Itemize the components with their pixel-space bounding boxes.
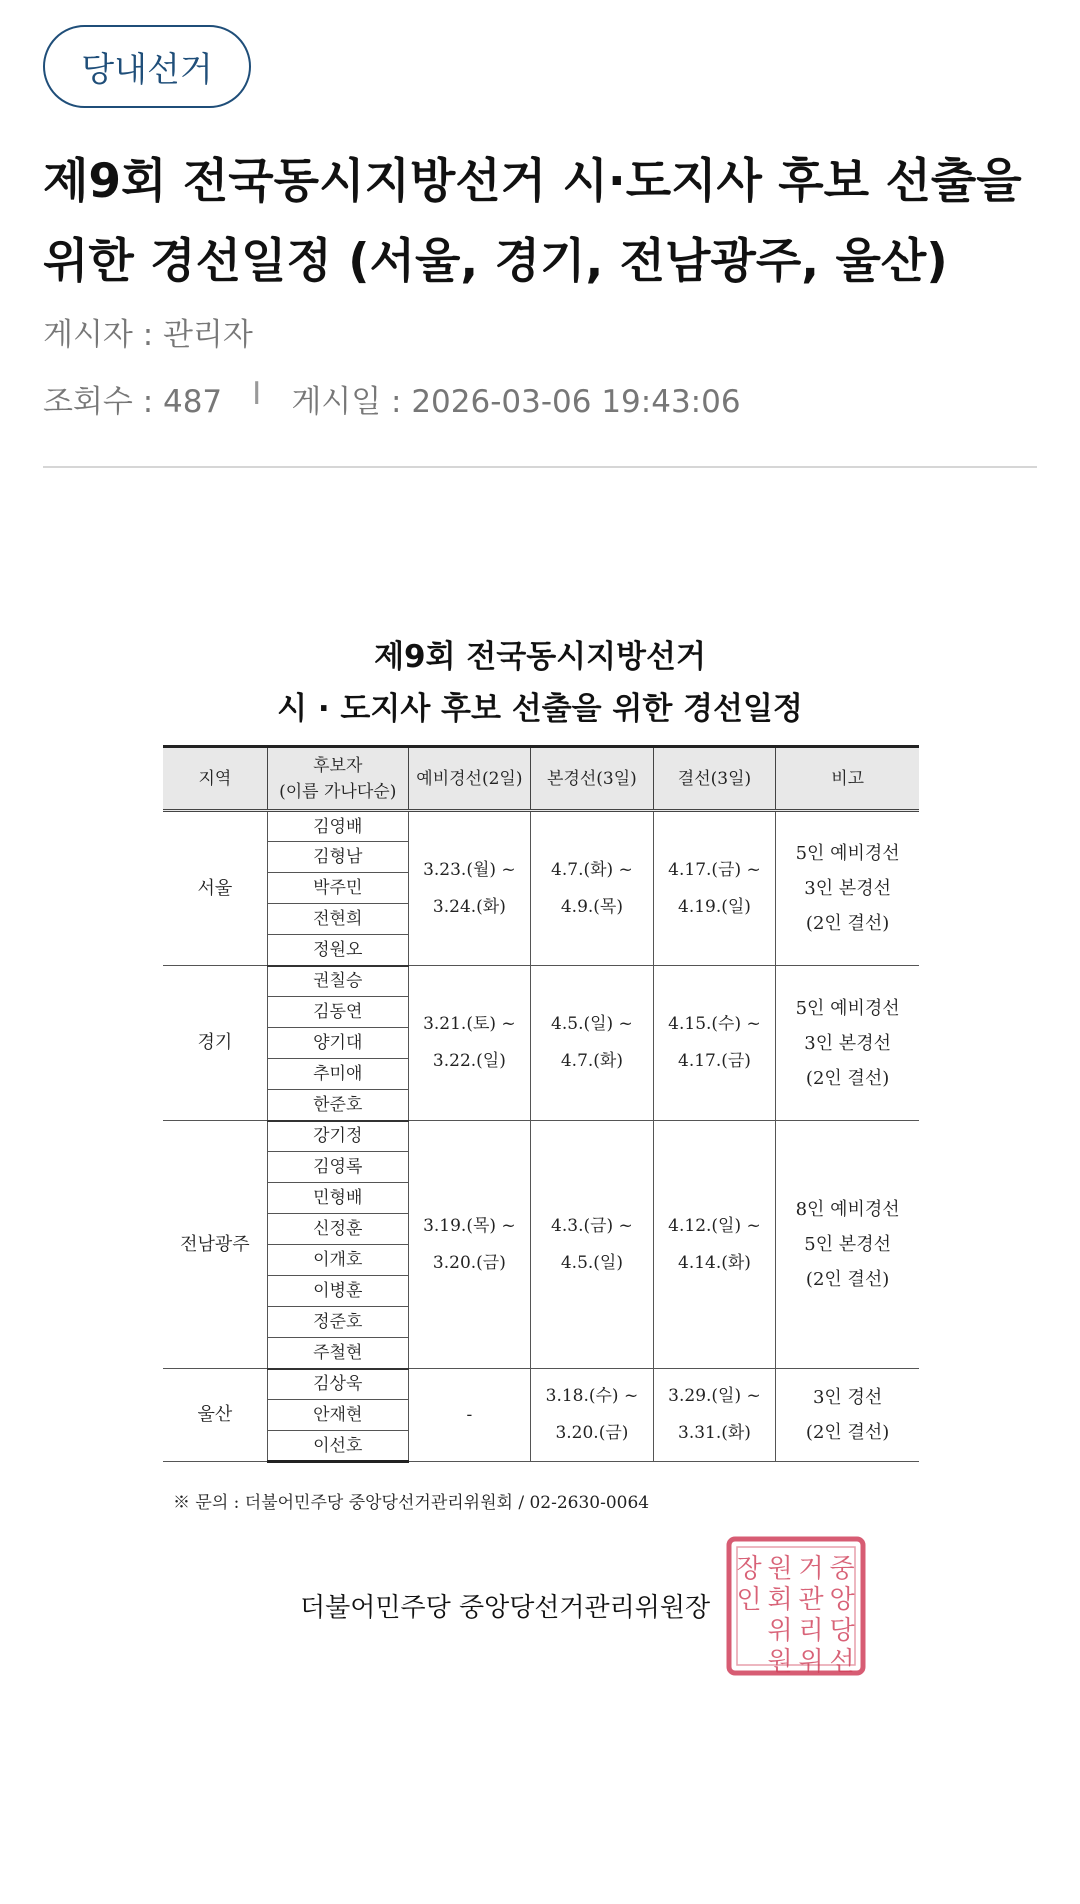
- region-cell: 서울: [163, 811, 267, 966]
- preliminary-date-line: 3.24.(화): [432, 896, 506, 917]
- preliminary-date-line: 3.20.(금): [432, 1252, 506, 1273]
- post-date: 게시일 : 2026-03-06 19:43:06: [291, 384, 741, 420]
- seal-glyph: 당: [829, 1616, 855, 1646]
- final-date: [653, 811, 776, 966]
- note-line: (2인 결선): [805, 1269, 890, 1290]
- seal-glyph: 위: [767, 1616, 793, 1646]
- main-date-line: 4.5.(일): [560, 1252, 623, 1273]
- note-line: 3인 경선: [812, 1387, 883, 1408]
- candidate-name: 박주민: [267, 873, 408, 904]
- note-line: (2인 결선): [805, 1067, 890, 1089]
- schedule-table: [163, 745, 919, 1463]
- seal-glyph: 앙: [829, 1585, 855, 1615]
- preliminary-date-line: 3.23.(월) ~: [423, 859, 516, 880]
- main-date-line: 3.20.(금): [555, 1423, 629, 1443]
- candidate-name: 이병훈: [267, 1276, 408, 1307]
- note-line: (2인 결선): [805, 913, 890, 934]
- candidate-name: 한준호: [267, 1090, 408, 1121]
- region-cell: 경기: [163, 966, 267, 1121]
- final-date-line: 3.31.(화): [678, 1423, 751, 1443]
- official-seal-stamp: [725, 1535, 867, 1677]
- note-line: (2인 결선): [805, 1422, 890, 1443]
- final-date: [653, 1121, 776, 1369]
- post-author: 게시자 : 관리자: [43, 317, 253, 353]
- candidate-name: 김영록: [267, 1152, 408, 1183]
- table-row: [163, 1369, 919, 1400]
- seal-glyph: 장: [736, 1554, 762, 1584]
- note-line: 5인 예비경선: [795, 997, 900, 1019]
- candidate-name: 전현희: [267, 904, 408, 935]
- region-cell: 전남광주: [163, 1121, 267, 1369]
- category-chip[interactable]: 당내선거: [43, 25, 251, 108]
- note-cell: [776, 1121, 919, 1369]
- header-candidate-line2: (이름 가나다순): [279, 781, 397, 802]
- seal-glyph: 원: [767, 1647, 793, 1677]
- note-line: 5인 본경선: [804, 1234, 891, 1255]
- candidate-name: 이선호: [267, 1431, 408, 1462]
- document-title-line2: 시 · 도지사 후보 선출을 위한 경선일정: [277, 691, 803, 727]
- preliminary-date: [408, 811, 531, 966]
- header-note: 비고: [776, 747, 919, 811]
- final-date-line: 3.29.(일) ~: [668, 1386, 761, 1406]
- note-line: 5인 예비경선: [795, 843, 900, 864]
- note-cell: [776, 811, 919, 966]
- main-date-line: 4.5.(일) ~: [551, 1014, 633, 1034]
- header-region: 지역: [163, 747, 267, 811]
- candidate-name: 안재현: [267, 1400, 408, 1431]
- preliminary-date-line: 3.21.(토) ~: [423, 1014, 516, 1034]
- candidate-name: 주철현: [267, 1338, 408, 1369]
- candidate-name: 이개호: [267, 1245, 408, 1276]
- preliminary-date-line: 3.19.(목) ~: [423, 1215, 516, 1236]
- preliminary-date-line: -: [466, 1404, 473, 1425]
- post-title: 제9회 전국동시지방선거 시·도지사 후보 선출을 위한 경선일정 (서울, 경기, 전남광주, 울산): [43, 154, 1022, 289]
- main-date-line: 4.9.(목): [560, 896, 623, 917]
- final-date-line: 4.12.(일) ~: [668, 1215, 761, 1236]
- preliminary-date: [408, 1369, 531, 1462]
- final-date-line: 4.17.(금) ~: [668, 859, 761, 880]
- final-date: [653, 966, 776, 1121]
- final-date: [653, 1369, 776, 1462]
- table-header-row: [163, 747, 919, 811]
- candidate-name: 김형남: [267, 842, 408, 873]
- seal-glyph: 선: [829, 1647, 855, 1677]
- contact-note: ※ 문의 : 더불어민주당 중앙당선거관리위원회 / 02-2630-0064: [173, 1493, 650, 1513]
- candidate-name: 양기대: [267, 1028, 408, 1059]
- candidate-name: 정준호: [267, 1307, 408, 1338]
- header-final: 결선(3일): [653, 747, 776, 811]
- header-preliminary: 예비경선(2일): [408, 747, 531, 811]
- candidate-name: 김영배: [267, 811, 408, 842]
- main-date: [531, 811, 654, 966]
- note-line: 8인 예비경선: [795, 1199, 900, 1220]
- view-count: 조회수 : 487: [43, 384, 223, 420]
- schedule-document-image: [160, 620, 920, 1700]
- seal-glyph: 거: [798, 1554, 824, 1584]
- header-candidate-line1: 후보자: [313, 755, 363, 776]
- meta-separator: I: [252, 376, 262, 412]
- seal-glyph: 인: [736, 1585, 762, 1615]
- seal-glyph: 원: [767, 1554, 793, 1584]
- candidate-name: 정원오: [267, 935, 408, 966]
- main-date: [531, 1369, 654, 1462]
- header-candidate: [267, 747, 408, 811]
- preliminary-date: [408, 1121, 531, 1369]
- preliminary-date: [408, 966, 531, 1121]
- candidate-name: 신정훈: [267, 1214, 408, 1245]
- final-date-line: 4.17.(금): [678, 1051, 751, 1071]
- seal-glyph: 리: [798, 1616, 824, 1646]
- table-row: [163, 811, 919, 842]
- main-date-line: 4.3.(금) ~: [551, 1215, 633, 1236]
- candidate-name: 김동연: [267, 997, 408, 1028]
- candidate-name: 민형배: [267, 1183, 408, 1214]
- seal-glyph: 중: [829, 1554, 855, 1584]
- seal-glyph: 회: [767, 1585, 793, 1615]
- post-meta: [43, 376, 741, 421]
- table-row: [163, 966, 919, 997]
- table-row: [163, 1121, 919, 1152]
- main-date-line: 3.18.(수) ~: [545, 1386, 639, 1406]
- final-date-line: 4.14.(화): [678, 1252, 751, 1273]
- main-date: [531, 966, 654, 1121]
- candidate-name: 추미애: [267, 1059, 408, 1090]
- header-divider: [43, 466, 1037, 468]
- final-date-line: 4.15.(수) ~: [668, 1014, 761, 1034]
- seal-glyph: 관: [798, 1585, 824, 1615]
- signature-line: 더불어민주당 중앙당선거관리위원장: [300, 1593, 711, 1623]
- note-line: 3인 본경선: [804, 878, 891, 899]
- note-line: 3인 본경선: [804, 1032, 891, 1054]
- preliminary-date-line: 3.22.(일): [432, 1051, 506, 1071]
- candidate-name: 강기정: [267, 1121, 408, 1152]
- header-main: 본경선(3일): [531, 747, 654, 811]
- note-cell: [776, 966, 919, 1121]
- document-title-line1: 제9회 전국동시지방선거: [374, 639, 706, 675]
- region-cell: 울산: [163, 1369, 267, 1462]
- candidate-name: 권칠승: [267, 966, 408, 997]
- candidate-name: 김상욱: [267, 1369, 408, 1400]
- seal-glyph: 위: [798, 1647, 824, 1677]
- main-date-line: 4.7.(화): [560, 1051, 623, 1071]
- note-cell: [776, 1369, 919, 1462]
- final-date-line: 4.19.(일): [678, 896, 751, 917]
- main-date: [531, 1121, 654, 1369]
- main-date-line: 4.7.(화) ~: [551, 859, 633, 880]
